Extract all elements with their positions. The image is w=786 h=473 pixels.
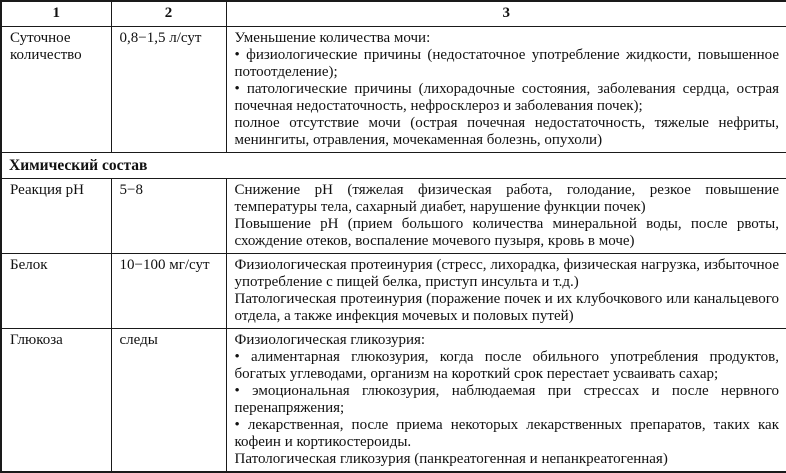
column-header-2: 2: [111, 1, 226, 26]
column-header-1: 1: [1, 1, 111, 26]
table-row-glucose: [1, 328, 786, 472]
description-paragraph: Уменьшение количества мочи:: [234, 29, 431, 46]
description-paragraph: Физиологическая протеинурия (стресс, лихорадка, физическая нагрузка, избыточное употребление с пищей белка, приступ инсульта и т.д.): [234, 256, 779, 290]
table-row-ph: [1, 178, 786, 253]
normal-value-cell: 5−8: [111, 178, 226, 253]
parameter-name-cell: Белок: [1, 253, 111, 328]
table-row-daily-quantity: [1, 26, 786, 152]
description-paragraph: • алиментарная глюкозурия, когда после обильного употребления продуктов, богатых углеводами, организм на короткий срок перестает усваивать сахар;: [234, 348, 779, 382]
table-row-protein: [1, 253, 786, 328]
parameter-name-cell: Глюкоза: [1, 328, 111, 472]
table-header-row: [1, 1, 786, 26]
normal-value-cell: 10−100 мг/сут: [111, 253, 226, 328]
description-cell: [226, 26, 786, 152]
description-paragraph: • патологические причины (лихорадочные состояния, заболевания сердца, острая почечная недостаточность, нефросклероз и заболевания почек);: [234, 80, 779, 114]
description-cell: [226, 253, 786, 328]
description-paragraph: Патологическая протеинурия (поражение почек и их клубочкового или канальцевого отдела, а также инфекция мочевых и половых путей): [234, 290, 779, 324]
parameter-name-cell: Реакция pH: [1, 178, 111, 253]
section-title: Химический состав: [1, 152, 786, 178]
description-cell: [226, 328, 786, 472]
normal-value-cell: следы: [111, 328, 226, 472]
description-paragraph: Патологическая гликозурия (панкреатогенная и непанкреатогенная): [234, 450, 668, 467]
description-paragraph: Физиологическая гликозурия:: [234, 331, 426, 348]
normal-value-cell: 0,8−1,5 л/сут: [111, 26, 226, 152]
description-paragraph: Повышение pH (прием большого количества минеральной воды, после рвоты, схождение отеков, воспаление мочевого пузыря, кровь в моче): [234, 215, 779, 249]
description-paragraph: • лекарственная, после приема некоторых лекарственных препаратов, таких как кофеин и кортикостероиды.: [234, 416, 779, 450]
description-paragraph: • физиологические причины (недостаточное употребление жидкости, повышенное потоотделение);: [234, 46, 779, 80]
description-paragraph: полное отсутствие мочи (острая почечная недостаточность, тяжелые нефриты, менингиты, отравления, мочекаменная болезнь, опухоли): [234, 114, 779, 148]
parameter-name-cell: Суточное количество: [1, 26, 111, 152]
description-paragraph: Снижение pH (тяжелая физическая работа, голодание, резкое повышение температуры тела, сахарный диабет, нарушение функции почек): [234, 181, 779, 215]
description-cell: [226, 178, 786, 253]
column-header-3: 3: [226, 1, 786, 26]
section-header-row: [1, 152, 786, 178]
description-paragraph: • эмоциональная глюкозурия, наблюдаемая при стрессах и после нервного перенапряжения;: [234, 382, 779, 416]
